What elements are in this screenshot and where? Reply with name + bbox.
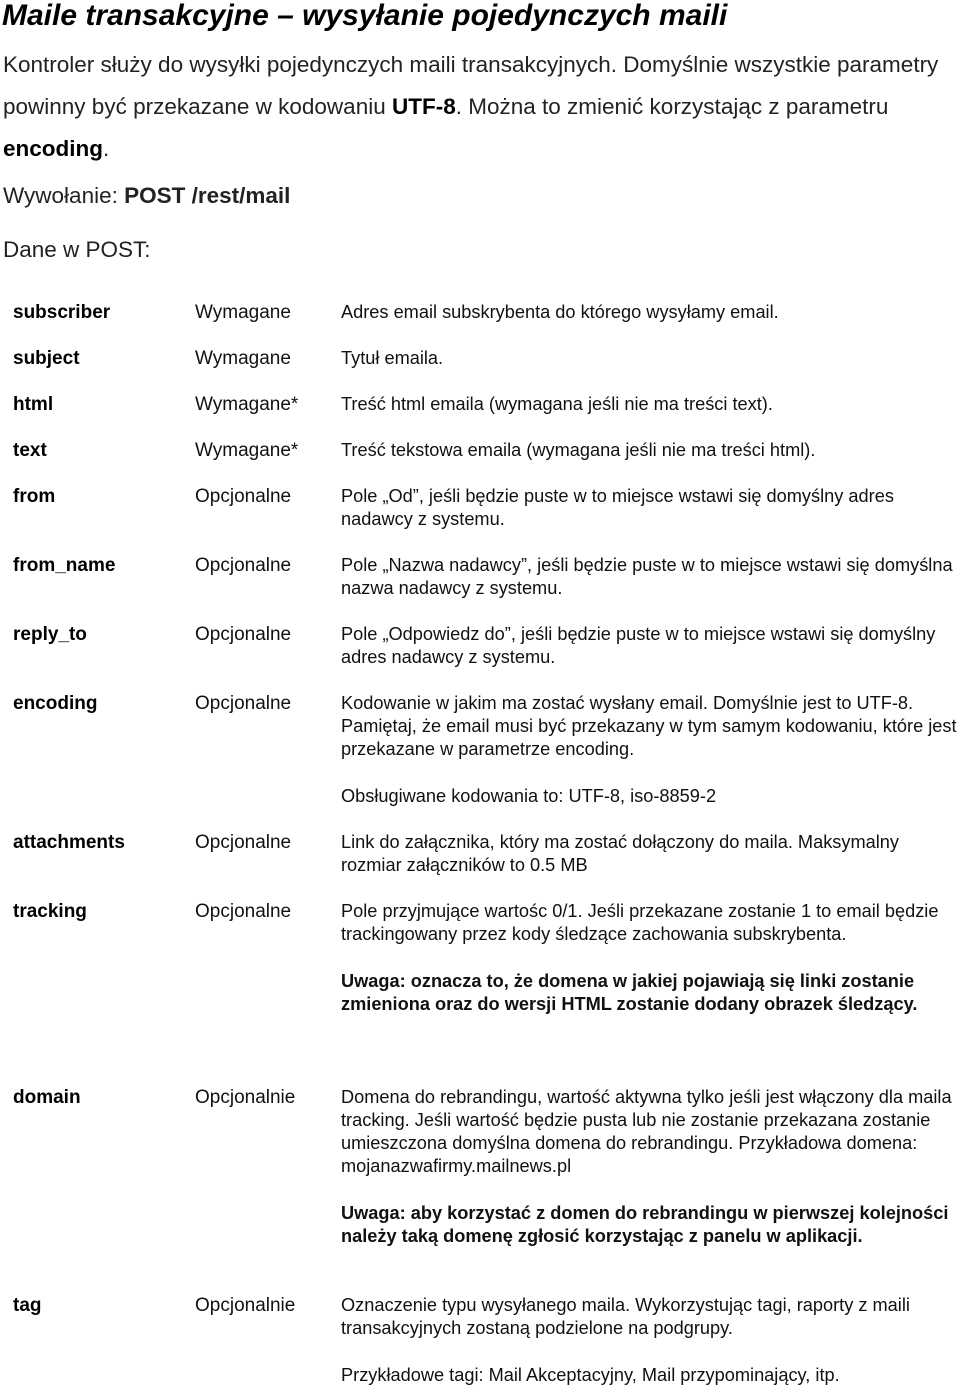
param-requirement: Opcjonalne bbox=[195, 832, 292, 853]
param-requirement: Wymagane* bbox=[195, 440, 299, 461]
description-paragraph: Adres email subskrybenta do którego wysyłamy email. bbox=[341, 302, 779, 322]
param-name: domain bbox=[13, 1087, 81, 1108]
param-requirement: Wymagane bbox=[195, 348, 291, 369]
note-text: Uwaga: aby korzystać z domen do rebrandingu w pierwszej kolejności należy taką domenę zgłosić korzystając z panelu w aplikacji. bbox=[341, 1203, 949, 1246]
param-name: tag bbox=[13, 1295, 42, 1316]
param-description bbox=[341, 439, 959, 462]
description-paragraph: Treść tekstowa emaila (wymagana jeśli nie ma treści html). bbox=[341, 440, 816, 460]
param-requirement: Opcjonalne bbox=[195, 693, 292, 714]
param-requirement: Opcjonalne bbox=[195, 624, 292, 645]
param-name: attachments bbox=[13, 832, 125, 853]
description-paragraph: Pole przyjmujące wartośc 0/1. Jeśli przekazane zostanie 1 to email będzie trackingowany przez kody śledzące zachowania subskrybenta. bbox=[341, 901, 939, 944]
intro-text-1: Kontroler służy do wysyłki pojedynczych maili transakcyjnych. Domyślnie wszystkie parametry powinny być przekazane w kodowaniu bbox=[3, 52, 939, 119]
param-description bbox=[341, 554, 959, 600]
intro-encoding: encoding bbox=[3, 136, 103, 161]
param-name: subscriber bbox=[13, 302, 111, 323]
description-paragraph: Kodowanie w jakim ma zostać wysłany email. Domyślnie jest to UTF-8. Pamiętaj, że email musi być przekazany w tym samym kodowaniu, które jest przekazane w parametrze encoding. bbox=[341, 693, 957, 759]
param-description bbox=[341, 1294, 959, 1387]
description-paragraph: Pole „Nazwa nadawcy”, jeśli będzie puste w to miejsce wstawi się domyślna nazwa nadawcy z systemu. bbox=[341, 555, 953, 598]
param-requirement: Opcjonalnie bbox=[195, 1295, 296, 1316]
param-requirement: Wymagane* bbox=[195, 394, 299, 415]
call-label: Wywołanie: bbox=[3, 183, 125, 208]
page-title: Maile transakcyjne – wysyłanie pojedynczych maili bbox=[2, 0, 728, 32]
description-paragraph: Link do załącznika, który ma zostać dołączony do maila. Maksymalny rozmiar załączników to 0.5 MB bbox=[341, 832, 899, 875]
param-name: from_name bbox=[13, 555, 116, 576]
param-description bbox=[341, 347, 959, 370]
param-name: text bbox=[13, 440, 47, 461]
param-requirement: Wymagane bbox=[195, 302, 291, 323]
endpoint-call bbox=[3, 180, 290, 212]
intro-text-2: . Można to zmienić korzystając z parametru bbox=[455, 94, 889, 119]
param-description bbox=[341, 393, 959, 416]
param-description bbox=[341, 623, 959, 669]
intro-paragraph bbox=[3, 44, 958, 170]
param-description bbox=[341, 900, 959, 1016]
description-paragraph: Oznaczenie typu wysyłanego maila. Wykorzystując tagi, raporty z maili transakcyjnych zostaną podzielone na podgrupy. bbox=[341, 1295, 910, 1338]
param-name: reply_to bbox=[13, 624, 87, 645]
description-paragraph: Pole „Odpowiedz do”, jeśli będzie puste w to miejsce wstawi się domyślny adres nadawcy z systemu. bbox=[341, 624, 936, 667]
param-description bbox=[341, 301, 959, 324]
param-description bbox=[341, 831, 959, 877]
param-description bbox=[341, 1086, 959, 1248]
param-description bbox=[341, 692, 959, 808]
description-paragraph: Tytuł emaila. bbox=[341, 348, 444, 368]
description-paragraph: Domena do rebrandingu, wartość aktywna tylko jeśli jest włączony dla maila tracking. Jeśli wartość będzie pusta lub nie zostanie przekazana zostanie umieszczona domyślna domena do rebrandingu. Przykładowa domena: mojanazwafirmy.mailnews.pl bbox=[341, 1087, 952, 1176]
param-name: encoding bbox=[13, 693, 98, 714]
param-description bbox=[341, 485, 959, 531]
param-name: from bbox=[13, 486, 56, 507]
post-data-heading: Dane w POST: bbox=[3, 237, 151, 262]
param-requirement: Opcjonalne bbox=[195, 486, 292, 507]
description-paragraph: Obsługiwane kodowania to: UTF-8, iso-8859-2 bbox=[341, 786, 717, 806]
note-text: : oznacza to, że domena w jakiej pojawiają się linki zostanie zmieniona oraz do wersji HTML zostanie dodany obrazek śledzący. bbox=[341, 971, 918, 1014]
param-requirement: Opcjonalne bbox=[195, 555, 292, 576]
description-note bbox=[341, 970, 959, 1016]
description-paragraph: Pole „Od”, jeśli będzie puste w to miejsce wstawi się domyślny adres nadawcy z systemu. bbox=[341, 486, 894, 529]
description-note bbox=[341, 1202, 959, 1248]
param-requirement: Opcjonalne bbox=[195, 901, 292, 922]
description-paragraph: Przykładowe tagi: Mail Akceptacyjny, Mail przypominający, itp. bbox=[341, 1365, 840, 1385]
param-requirement: Opcjonalnie bbox=[195, 1087, 296, 1108]
description-paragraph: Treść html emaila (wymagana jeśli nie ma treści text). bbox=[341, 394, 773, 414]
intro-text-3: . bbox=[103, 136, 110, 161]
param-name: tracking bbox=[13, 901, 87, 922]
param-name: html bbox=[13, 394, 54, 415]
note-prefix: Uwaga bbox=[341, 971, 400, 991]
intro-utf8: UTF-8 bbox=[391, 94, 456, 119]
call-value: POST /rest/mail bbox=[124, 183, 291, 208]
param-name: subject bbox=[13, 348, 80, 369]
